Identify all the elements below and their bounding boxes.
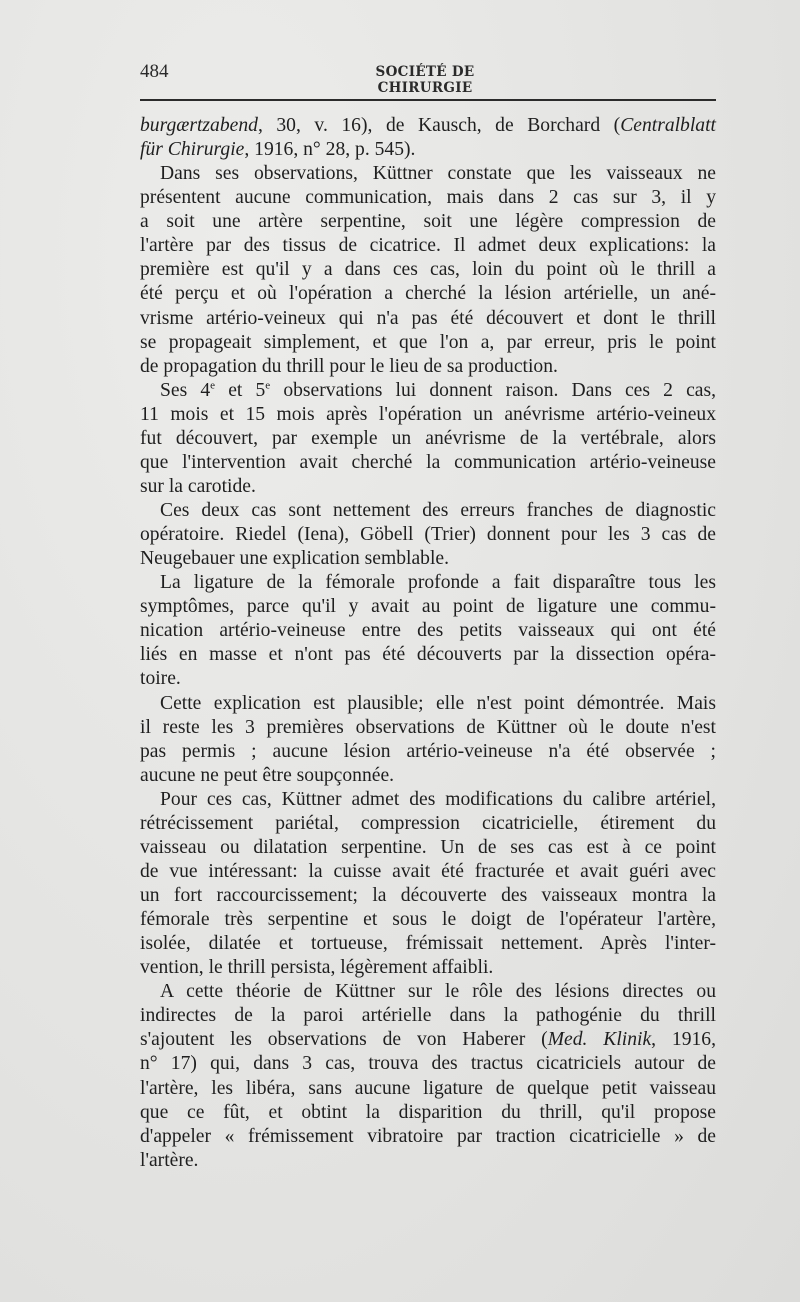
text-segment: indirectes de la paroi artérielle dans la pathogénie du thrill [140,1005,716,1027]
text-line [140,403,716,427]
text-line [140,1101,716,1125]
text-line [140,1028,716,1052]
text-line [140,788,716,812]
text-line [140,1004,716,1028]
text-segment: vrisme artério-veineux qui n'a pas été découvert et dont le thrill [140,307,716,329]
italic-citation: burgærtzabend [140,115,258,136]
text-line [140,258,716,282]
text-line [140,932,716,956]
text-line [140,138,716,162]
page-number: 484 [140,61,169,82]
text-segment: de vue intéressant: la cuisse avait été fracturée et avait guéri avec [140,860,716,882]
text-line [140,282,716,306]
text-segment: symptômes, parce qu'il y avait au point de ligature une commu- [140,596,716,618]
text-line [140,1052,716,1076]
text-line [140,1125,716,1149]
text-line [140,210,716,234]
superscript: e [210,379,216,392]
text-line [140,643,716,667]
text-segment: Pour ces cas, Küttner admet des modifications du calibre artériel, [160,788,716,810]
text-segment: un fort raccourcissement; la découverte des vaisseaux montra la [140,885,716,906]
italic-citation: Med. Klinik [547,1029,652,1051]
text-segment: a soit une artère serpentine, soit une légère compression de [140,211,716,233]
text-line [140,547,716,571]
text-line [140,619,716,643]
text-segment: Neugebauer une explication semblable. [140,548,450,570]
running-title: SOCIÉTÉ DE CHIRURGIE [375,64,475,96]
text-line [140,355,716,379]
header-rule [140,99,716,101]
italic-citation: Centralblatt [620,115,716,136]
text-segment: observations lui donnent raison. Dans ces 2 cas, [270,379,716,401]
superscript: e [265,379,271,392]
text-line [140,740,716,764]
page-body-text [140,114,716,1173]
text-line [140,331,716,355]
text-segment: Dans ses observations, Küttner constate que les vaisseaux ne [160,163,716,185]
text-line [140,186,716,210]
text-segment: présentent aucune communication, mais dans 2 cas sur 3, il y [140,187,716,209]
text-segment: 11 mois et 15 mois après l'opération un anévrisme artério-veineux [140,403,716,425]
text-line [140,812,716,836]
text-line [140,1149,716,1173]
text-segment: de propagation du thrill pour le lieu de sa production. [140,355,558,377]
text-line [140,667,716,691]
text-segment: Ses 4 [160,379,211,401]
text-line [140,234,716,258]
text-line [140,475,716,499]
text-segment: Cette explication est plausible; elle n'est point démontrée. Mais [160,692,716,714]
text-segment: liés en masse et n'ont pas été découverts par la dissection opéra- [140,644,716,666]
text-line [140,499,716,523]
text-line [140,523,716,547]
text-segment: rétrécissement pariétal, compression cicatricielle, étirement du [140,812,716,834]
text-segment: La ligature de la fémorale profonde a fait disparaître tous les [160,572,716,594]
text-segment: que ce fût, et obtint la disparition du thrill, qu'il propose [140,1101,716,1123]
text-line [140,716,716,740]
text-segment: l'artère. [140,1149,199,1171]
text-line [140,162,716,186]
text-segment: d'appeler « frémissement vibratoire par traction cicatricielle » de [140,1125,716,1147]
text-line [140,379,716,403]
text-line [140,692,716,716]
text-segment: , 1916, n° 28, p. 545). [244,139,416,161]
text-segment: sur la carotide. [140,475,256,497]
text-line [140,956,716,980]
text-segment: , 1916, [651,1029,716,1051]
text-segment: n° 17) qui, dans 3 cas, trouva des tractus cicatriciels autour de [140,1053,716,1075]
text-segment: s'ajoutent les observations de von Haberer ( [140,1029,548,1051]
text-line [140,114,716,138]
text-segment: toire. [140,668,181,690]
text-segment: l'artère par des tissus de cicatrice. Il admet deux explications: la [140,235,716,257]
text-line [140,908,716,932]
text-line [140,884,716,908]
text-line [140,595,716,619]
text-line [140,836,716,860]
text-segment: et 5 [215,379,266,401]
text-line [140,1077,716,1101]
text-line [140,427,716,451]
text-segment: vention, le thrill persista, légèrement affaibli. [140,957,494,979]
text-segment: fémorale très serpentine et sous le doigt de l'opérateur l'artère, [140,909,716,931]
text-segment: aucune ne peut être soupçonnée. [140,764,395,786]
text-segment: il reste les 3 premières observations de Küttner où le doute n'est [140,716,716,738]
text-line [140,980,716,1004]
text-segment: l'artère, les libéra, sans aucune ligature de quelque petit vaisseau [140,1077,716,1099]
text-segment: nication artério-veineuse entre des petits vaisseaux qui ont été [140,620,716,642]
text-segment: été perçu et où l'opération a cherché la lésion artérielle, un ané- [140,283,716,305]
text-segment: se propageait simplement, et que l'on a, par erreur, pris le point [140,331,716,353]
text-segment: première est qu'il y a dans ces cas, loin du point où le thrill a [140,259,716,281]
text-segment: fut découvert, par exemple un anévrisme de la vertébrale, alors [140,427,716,449]
text-line [140,451,716,475]
text-segment: vaisseau ou dilatation serpentine. Un de ses cas est à ce point [140,836,716,858]
text-segment: isolée, dilatée et tortueuse, frémissait nettement. Après l'inter- [140,933,716,955]
text-line [140,764,716,788]
text-segment: Ces deux cas sont nettement des erreurs franches de diagnostic [160,500,716,521]
text-line [140,571,716,595]
text-segment: pas permis ; aucune lésion artério-veineuse n'a été observée ; [140,740,716,762]
text-segment: opératoire. Riedel (Iena), Göbell (Trier) donnent pour les 3 cas de [140,524,716,546]
text-segment: , 30, v. 16), de Kausch, de Borchard ( [257,115,621,136]
text-line [140,307,716,331]
italic-citation: für Chirurgie [140,139,245,161]
text-segment: que l'intervention avait cherché la communication artério-veineuse [140,451,716,473]
text-segment: A cette théorie de Küttner sur le rôle des lésions directes ou [160,981,716,1003]
text-line [140,860,716,884]
